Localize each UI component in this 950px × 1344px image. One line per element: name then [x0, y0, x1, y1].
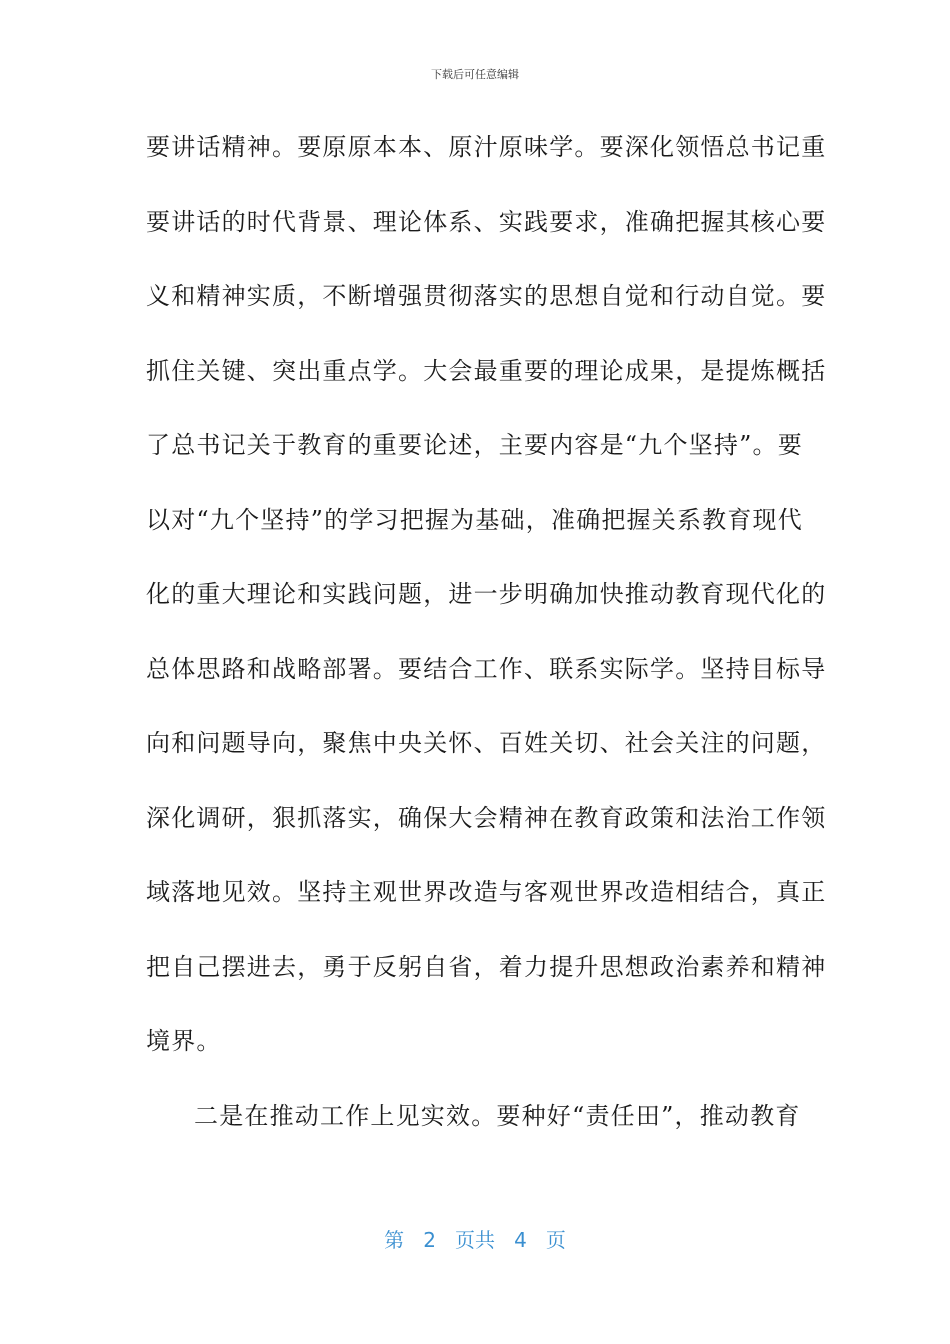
text-line: 化的重大理论和实践问题，进一步明确加快推动教育现代化的 [146, 580, 827, 608]
page-header-note: 下载后可任意编辑 [431, 68, 519, 81]
paragraph-2-first-line: 二是在推动工作上见实效。要种好“责任田”，推动教育 [194, 1101, 801, 1130]
page-footer [0, 1224, 950, 1253]
text-line: 把自己摆进去，勇于反躬自省，着力提升思想政治素养和精神 [146, 952, 827, 981]
document-body [146, 127, 827, 1170]
text-line: 域落地见效。坚持主观世界改造与客观世界改造相结合，真正 [146, 878, 827, 906]
page-label-prefix: 第 [384, 1228, 405, 1252]
text-line: 以对“九个坚持”的学习把握为基础，准确把握关系教育现代 [146, 505, 803, 534]
page-label-mid: 页共 [455, 1228, 495, 1252]
text-line: 要讲话精神。要原原本本、原汁原味学。要深化领悟总书记重 [146, 133, 827, 161]
text-line: 深化调研，狠抓落实，确保大会精神在教育政策和法治工作领 [146, 803, 827, 832]
page-total: 4 [514, 1228, 527, 1252]
text-line: 抓住关键、突出重点学。大会最重要的理论成果，是提炼概括 [146, 356, 827, 385]
text-line: 了总书记关于教育的重要论述，主要内容是“九个坚持”。要 [146, 431, 803, 459]
text-line: 总体思路和战略部署。要结合工作、联系实际学。坚持目标导 [146, 654, 827, 683]
text-line: 向和问题导向，聚焦中央关怀、百姓关切、社会关注的问题， [146, 729, 827, 757]
text-line: 义和精神实质，不断增强贯彻落实的思想自觉和行动自觉。要 [146, 282, 827, 310]
text-line: 要讲话的时代背景、理论体系、实践要求，准确把握其核心要 [146, 207, 827, 236]
text-line: 境界。 [146, 1027, 222, 1055]
page-current: 2 [423, 1228, 436, 1252]
page-label-suffix: 页 [545, 1228, 566, 1252]
